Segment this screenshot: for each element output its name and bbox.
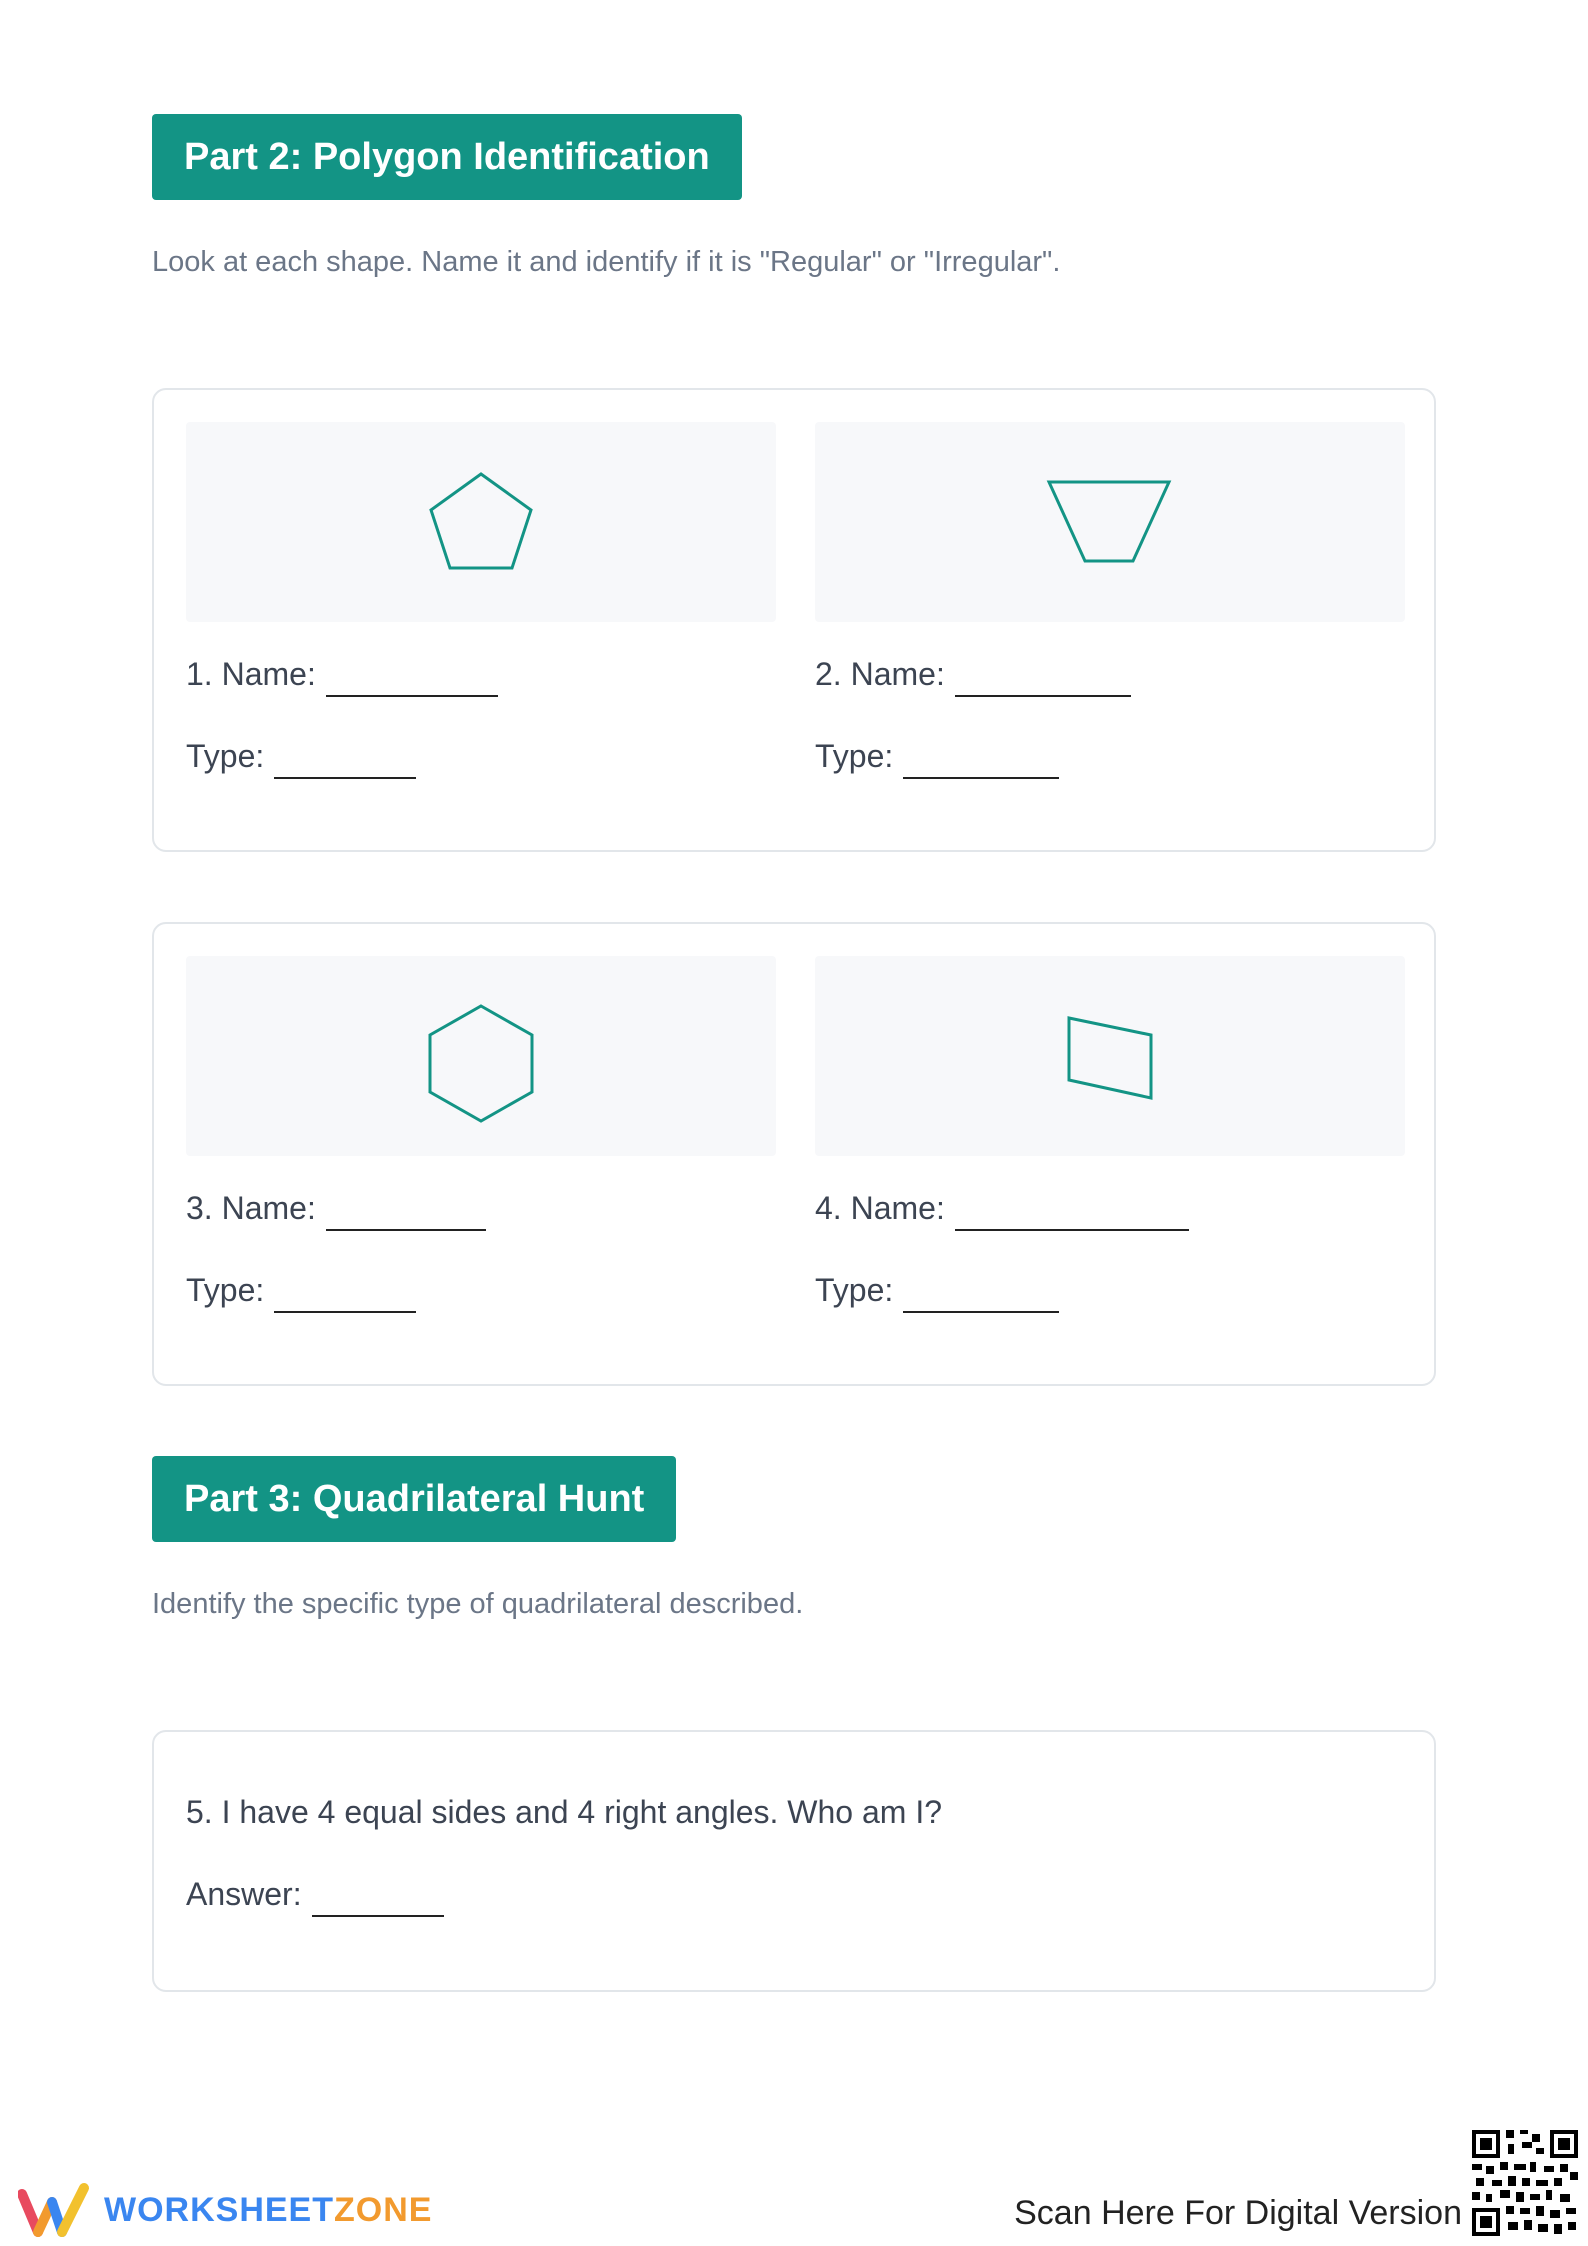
part2-title: Part 2: Polygon Identification xyxy=(184,136,710,178)
scan-instruction: Scan Here For Digital Version xyxy=(1014,2194,1462,2232)
question-3-type-label: Type: xyxy=(186,1272,265,1308)
brand-worksheet: WORKSHEET xyxy=(104,2190,334,2229)
question-5-answer-blank[interactable] xyxy=(312,1889,444,1917)
question-1-type-blank[interactable] xyxy=(274,751,416,779)
question-3-name-label: 3. Name: xyxy=(186,1190,316,1226)
question-2-type-blank[interactable] xyxy=(903,751,1059,779)
part3-title: Part 3: Quadrilateral Hunt xyxy=(184,1478,645,1520)
question-3-type-blank[interactable] xyxy=(274,1285,416,1313)
question-2-type-label: Type: xyxy=(815,738,894,774)
shape-box-3 xyxy=(186,956,776,1156)
worksheetzone-logo[interactable] xyxy=(18,2180,432,2240)
question-2-name-blank[interactable] xyxy=(955,669,1131,697)
brand-zone: ZONE xyxy=(334,2190,433,2229)
question-2-name xyxy=(815,656,1131,693)
question-1-type-label: Type: xyxy=(186,738,265,774)
worksheetzone-brand xyxy=(104,2191,432,2230)
trapezoid-shape xyxy=(815,422,1405,622)
question-3-name-blank[interactable] xyxy=(326,1203,486,1231)
question-4-name-blank[interactable] xyxy=(955,1203,1189,1231)
question-5-answer xyxy=(186,1876,444,1913)
question-1-type xyxy=(186,738,416,775)
question-4-name xyxy=(815,1190,1189,1227)
hexagon-shape xyxy=(186,956,776,1156)
shape-card-1 xyxy=(152,388,1436,852)
question-2-type xyxy=(815,738,1059,775)
worksheetzone-w-icon xyxy=(18,2180,92,2240)
question-4-name-label: 4. Name: xyxy=(815,1190,945,1226)
question-1-name-label: 1. Name: xyxy=(186,656,316,692)
question-5-answer-label: Answer: xyxy=(186,1876,302,1912)
question-4-type-label: Type: xyxy=(815,1272,894,1308)
part2-header xyxy=(152,114,742,200)
part2-instruction: Look at each shape. Name it and identify if it is "Regular" or "Irregular". xyxy=(152,246,1061,278)
shape-box-1 xyxy=(186,422,776,622)
question-3-type xyxy=(186,1272,416,1309)
shape-box-4 xyxy=(815,956,1405,1156)
question-1-name xyxy=(186,656,498,693)
pentagon-shape xyxy=(186,422,776,622)
shape-box-2 xyxy=(815,422,1405,622)
part3-header xyxy=(152,1456,676,1542)
question-card-5 xyxy=(152,1730,1436,1992)
question-2-name-label: 2. Name: xyxy=(815,656,945,692)
question-4-type xyxy=(815,1272,1059,1309)
question-4-type-blank[interactable] xyxy=(903,1285,1059,1313)
question-3-name xyxy=(186,1190,486,1227)
question-5 xyxy=(186,1794,942,1831)
question-1-name-blank[interactable] xyxy=(326,669,498,697)
part3-instruction: Identify the specific type of quadrilateral described. xyxy=(152,1588,804,1620)
question-5-text: 5. I have 4 equal sides and 4 right angles. Who am I? xyxy=(186,1794,943,1830)
quadrilateral-shape xyxy=(815,956,1405,1156)
shape-card-2 xyxy=(152,922,1436,1386)
qr-code-icon[interactable] xyxy=(1470,2128,1580,2238)
